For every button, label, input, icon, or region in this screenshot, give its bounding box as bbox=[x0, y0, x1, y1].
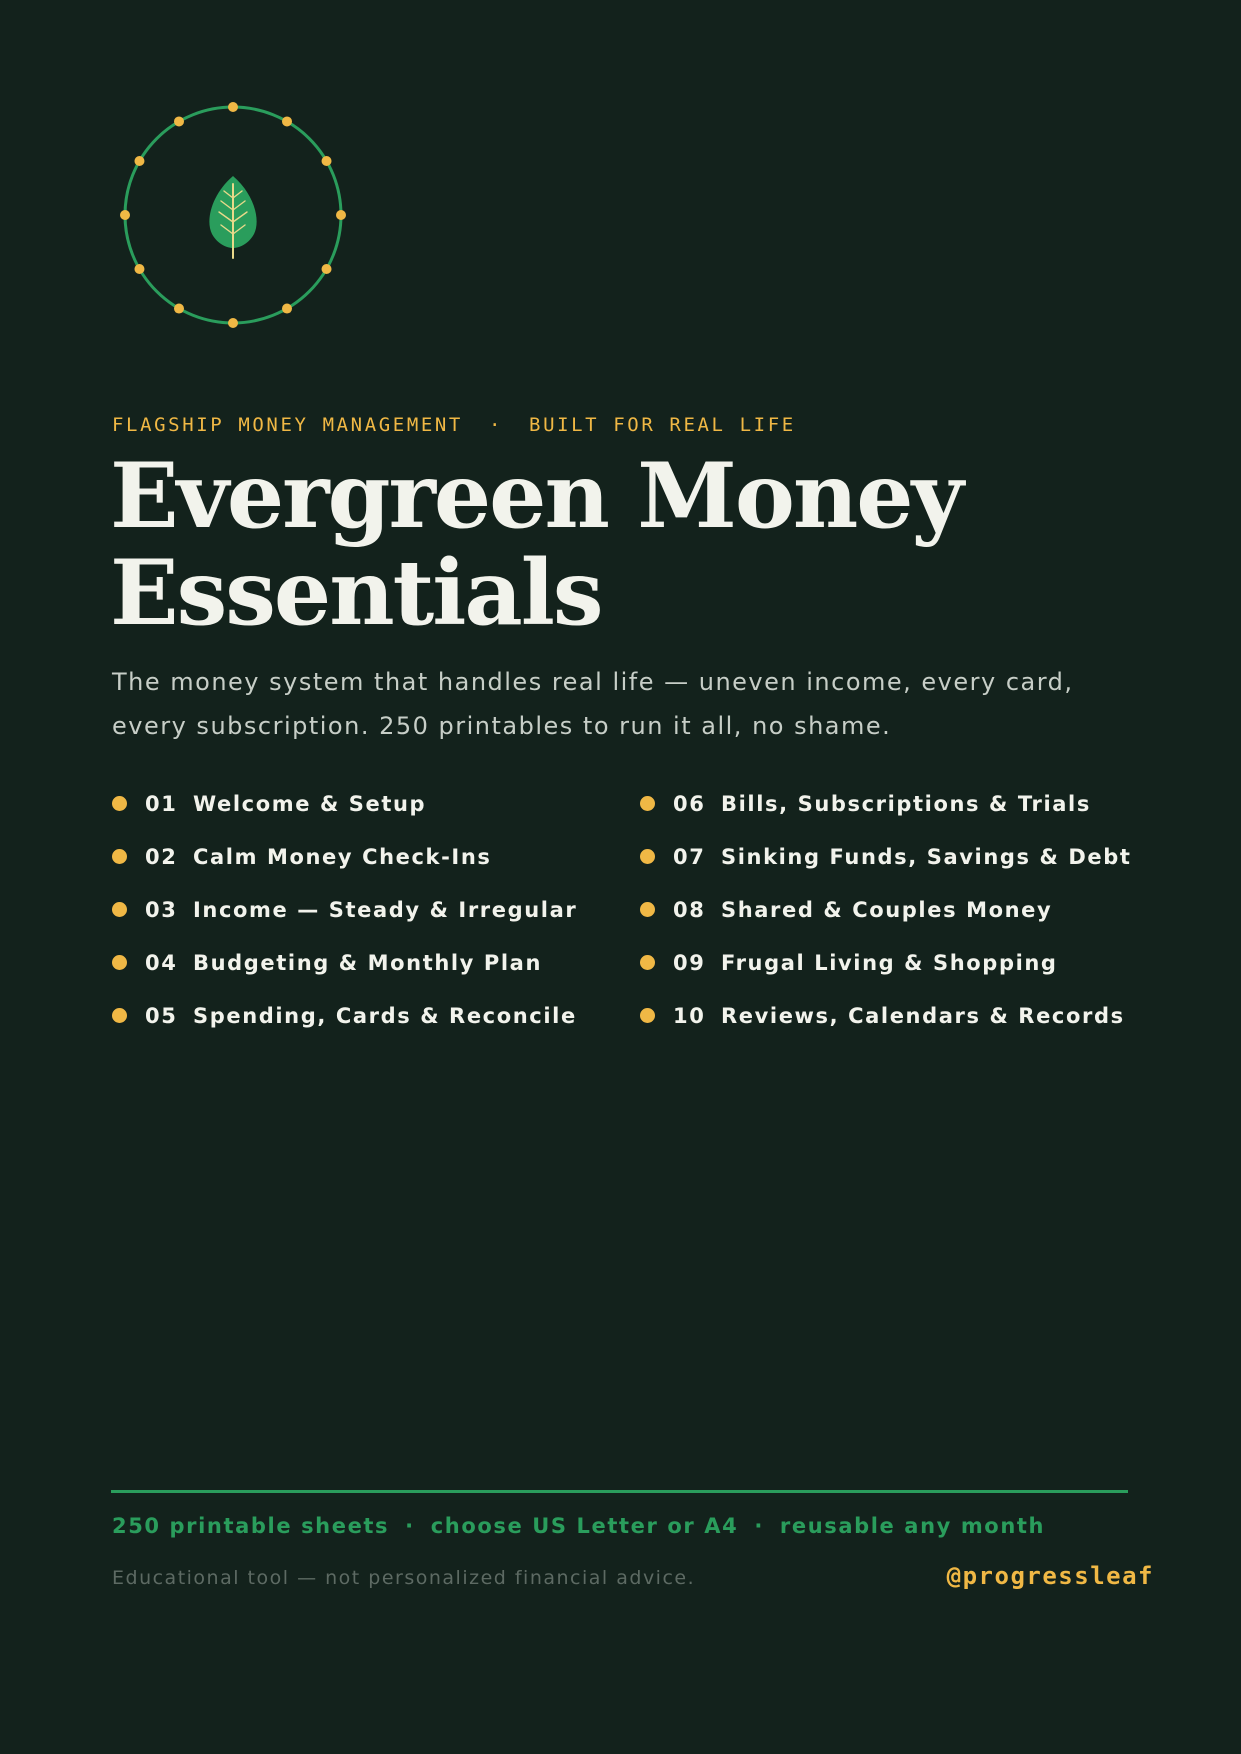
eyebrow-left: FLAGSHIP MONEY MANAGEMENT bbox=[112, 414, 463, 436]
feature-line bbox=[112, 1514, 1045, 1538]
eyebrow-right: BUILT FOR REAL LIFE bbox=[529, 414, 796, 436]
ring-dot-icon bbox=[282, 116, 292, 126]
toc-item bbox=[640, 777, 1200, 830]
bullet-dot-icon bbox=[112, 902, 127, 917]
toc-label: Calm Money Check-Ins bbox=[193, 844, 492, 869]
bullet-dot-icon bbox=[112, 849, 127, 864]
toc-number: 01 bbox=[145, 791, 178, 816]
ring-dot-icon bbox=[336, 210, 346, 220]
eyebrow bbox=[112, 414, 796, 436]
bullet-dot-icon bbox=[112, 955, 127, 970]
ring-dot-icon bbox=[134, 264, 144, 274]
bullet-dot-icon bbox=[640, 955, 655, 970]
toc-number: 06 bbox=[673, 791, 706, 816]
bullet-dot-icon bbox=[640, 1008, 655, 1023]
page-title bbox=[110, 443, 962, 646]
toc-number: 03 bbox=[145, 897, 178, 922]
ring-dot-icon bbox=[282, 304, 292, 314]
title-line-2: Essentials bbox=[110, 540, 602, 646]
ring-dot-icon bbox=[120, 210, 130, 220]
subtitle-line-1: The money system that handles real life — uneven income, every card, bbox=[112, 668, 1074, 696]
feature-separator: · bbox=[405, 1514, 415, 1538]
toc-label: Budgeting & Monthly Plan bbox=[193, 950, 542, 975]
toc-label: Bills, Subscriptions & Trials bbox=[721, 791, 1091, 816]
toc-number: 02 bbox=[145, 844, 178, 869]
toc-item bbox=[112, 777, 640, 830]
toc-item bbox=[112, 989, 640, 1042]
bullet-dot-icon bbox=[112, 1008, 127, 1023]
ring-dot-icon bbox=[228, 102, 238, 112]
footer-divider bbox=[111, 1490, 1128, 1493]
bullet-dot-icon bbox=[640, 849, 655, 864]
toc-item bbox=[640, 936, 1200, 989]
title-line-1: Evergreen Money bbox=[110, 443, 962, 549]
subtitle bbox=[112, 660, 1132, 748]
toc-number: 10 bbox=[673, 1003, 706, 1028]
table-of-contents bbox=[112, 777, 1200, 1042]
toc-label: Welcome & Setup bbox=[193, 791, 427, 816]
bullet-dot-icon bbox=[640, 902, 655, 917]
feature-sheets: 250 printable sheets bbox=[112, 1514, 390, 1538]
toc-number: 07 bbox=[673, 844, 706, 869]
toc-item bbox=[640, 989, 1200, 1042]
toc-label: Frugal Living & Shopping bbox=[721, 950, 1058, 975]
toc-label: Spending, Cards & Reconcile bbox=[193, 1003, 577, 1028]
toc-label: Reviews, Calendars & Records bbox=[721, 1003, 1125, 1028]
subtitle-line-2: every subscription. 250 printables to run it all, no shame. bbox=[112, 712, 892, 740]
toc-item bbox=[640, 830, 1200, 883]
ring-dot-icon bbox=[134, 156, 144, 166]
toc-label: Shared & Couples Money bbox=[721, 897, 1053, 922]
leaf-in-dotted-circle-icon bbox=[118, 100, 348, 330]
toc-item bbox=[112, 830, 640, 883]
ring-dot-icon bbox=[174, 116, 184, 126]
social-handle: @progressleaf bbox=[946, 1562, 1154, 1590]
toc-item bbox=[112, 883, 640, 936]
bullet-dot-icon bbox=[640, 796, 655, 811]
disclaimer: Educational tool — not personalized financial advice. bbox=[112, 1567, 696, 1589]
toc-label: Income — Steady & Irregular bbox=[193, 897, 578, 922]
ring-dot-icon bbox=[228, 318, 238, 328]
toc-item bbox=[640, 883, 1200, 936]
feature-paper-size: choose US Letter or A4 bbox=[430, 1514, 739, 1538]
ring-dot-icon bbox=[174, 304, 184, 314]
feature-reusable: reusable any month bbox=[779, 1514, 1046, 1538]
bullet-dot-icon bbox=[112, 796, 127, 811]
ring-dot-icon bbox=[322, 156, 332, 166]
toc-number: 05 bbox=[145, 1003, 178, 1028]
toc-number: 09 bbox=[673, 950, 706, 975]
toc-item bbox=[112, 936, 640, 989]
toc-label: Sinking Funds, Savings & Debt bbox=[721, 844, 1132, 869]
toc-number: 08 bbox=[673, 897, 706, 922]
toc-number: 04 bbox=[145, 950, 178, 975]
feature-separator: · bbox=[754, 1514, 764, 1538]
ring-dot-icon bbox=[322, 264, 332, 274]
eyebrow-separator: · bbox=[488, 414, 504, 436]
